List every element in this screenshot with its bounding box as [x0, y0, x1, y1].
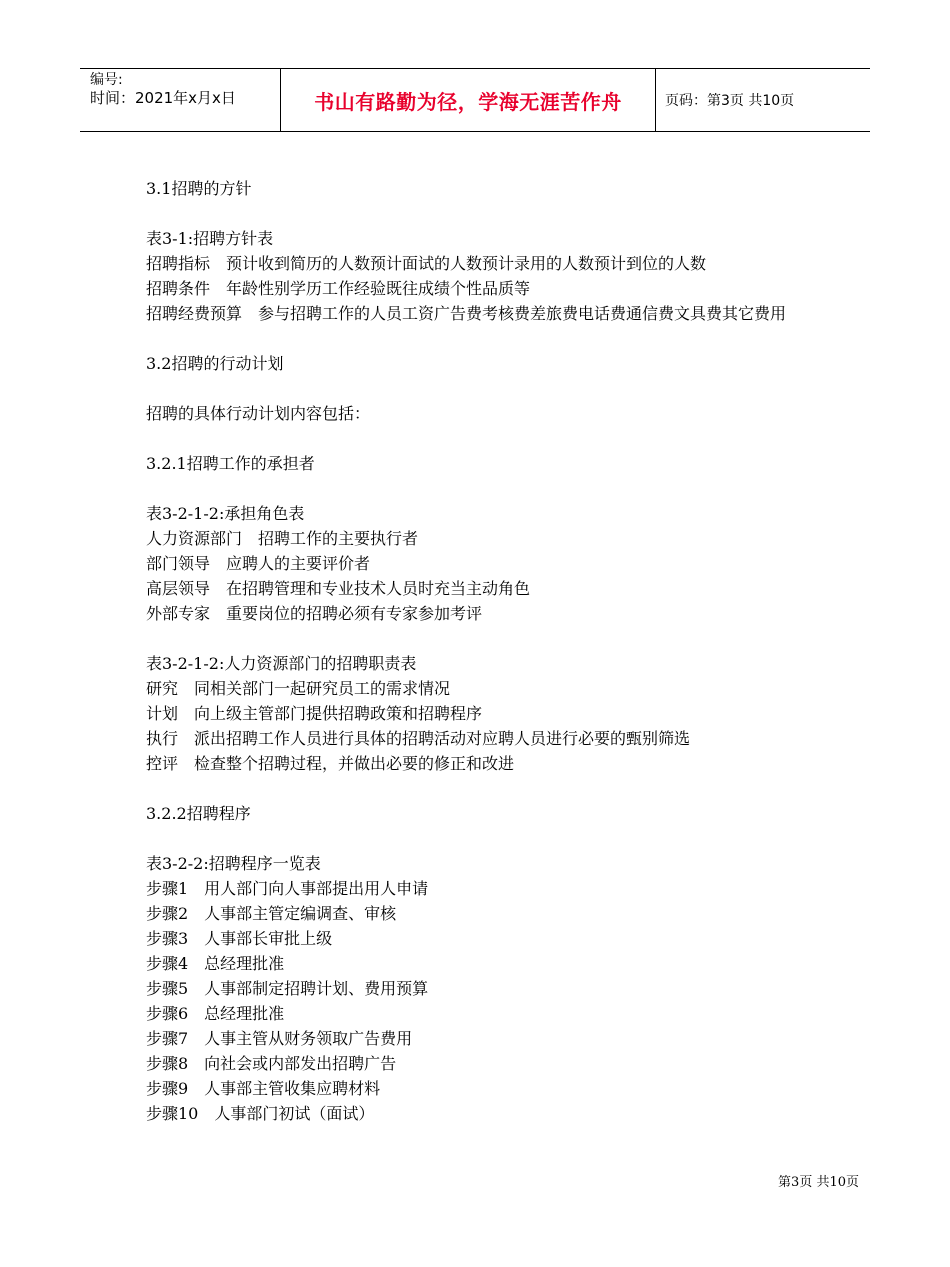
section-heading: 3.2.1招聘工作的承担者 — [146, 454, 315, 473]
table-row: 人力资源部门 招聘工作的主要执行者 — [146, 529, 419, 548]
number-label: 编号: — [90, 72, 123, 88]
table-row: 执行 派出招聘工作人员进行具体的招聘活动对应聘人员进行必要的甄别筛选 — [146, 729, 691, 748]
document-body — [146, 176, 826, 1126]
table-caption: 表3-1:招聘方针表 — [146, 229, 274, 248]
table-row: 步骤7 人事主管从财务领取广告费用 — [146, 1029, 413, 1048]
page-footer: 第3页 共10页 — [778, 1175, 859, 1190]
paragraph: 招聘的具体行动计划内容包括： — [146, 404, 371, 423]
table-row: 高层领导 在招聘管理和专业技术人员时充当主动角色 — [146, 579, 531, 598]
table-caption: 表3-2-1-2:人力资源部门的招聘职责表 — [146, 654, 417, 673]
section-heading: 3.2.2招聘程序 — [146, 804, 251, 823]
page-header — [80, 68, 870, 132]
table-row: 招聘经费预算 参与招聘工作的人员工资广告费考核费差旅费电话费通信费文具费其它费用 — [146, 304, 787, 323]
table-row: 步骤9 人事部主管收集应聘材料 — [146, 1079, 381, 1098]
table-caption: 表3-2-1-2:承担角色表 — [146, 504, 305, 523]
table-row: 步骤6 总经理批准 — [146, 1004, 285, 1023]
table-row: 招聘条件 年龄性别学历工作经验既往成绩个性品质等 — [146, 279, 531, 298]
table-row: 步骤8 向社会或内部发出招聘广告 — [146, 1054, 397, 1073]
table-row: 步骤3 人事部长审批上级 — [146, 929, 333, 948]
header-divider — [655, 69, 656, 131]
section-heading: 3.1招聘的方针 — [146, 179, 252, 198]
table-caption: 表3-2-2:招聘程序一览表 — [146, 854, 321, 873]
header-page-label: 页码：第3页 共10页 — [665, 93, 795, 109]
table-row: 步骤4 总经理批准 — [146, 954, 285, 973]
table-row: 研究 同相关部门一起研究员工的需求情况 — [146, 679, 451, 698]
header-info — [90, 71, 282, 129]
table-row: 步骤1 用人部门向人事部提出用人申请 — [146, 879, 429, 898]
table-row: 外部专家 重要岗位的招聘必须有专家参加考评 — [146, 604, 483, 623]
table-row: 步骤10 人事部门初试（面试） — [146, 1104, 375, 1123]
table-row: 部门领导 应聘人的主要评价者 — [146, 554, 371, 573]
table-row: 步骤2 人事部主管定编调查、审核 — [146, 904, 397, 923]
table-row: 控评 检查整个招聘过程，并做出必要的修正和改进 — [146, 754, 515, 773]
section-heading: 3.2招聘的行动计划 — [146, 354, 284, 373]
table-row: 计划 向上级主管部门提供招聘政策和招聘程序 — [146, 704, 483, 723]
date-label: 时间：2021年x月x日 — [90, 89, 236, 107]
table-row: 步骤5 人事部制定招聘计划、费用预算 — [146, 979, 429, 998]
table-row: 招聘指标 预计收到简历的人数预计面试的人数预计录用的人数预计到位的人数 — [146, 254, 707, 273]
header-motto: 书山有路勤为径，学海无涯苦作舟 — [314, 89, 622, 114]
